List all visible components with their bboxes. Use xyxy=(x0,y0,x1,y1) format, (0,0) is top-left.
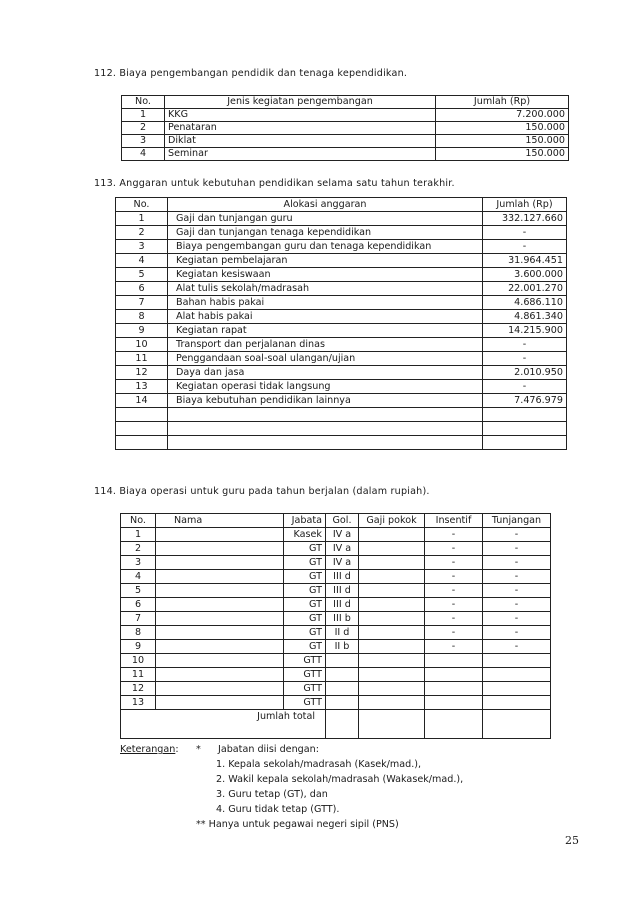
cell-tunjangan xyxy=(483,654,551,668)
cell-alokasi: Kegiatan kesiswaan xyxy=(168,268,483,282)
section-113-heading: 113. Anggaran untuk kebutuhan pendidikan selama satu tahun terakhir. xyxy=(94,178,455,189)
table-row xyxy=(121,584,551,598)
cell-jenis: Seminar xyxy=(165,148,436,161)
notes-item: 3. Guru tetap (GT), dan xyxy=(216,789,328,800)
cell-insentif: - xyxy=(425,640,483,654)
cell-gaji-pokok xyxy=(359,626,425,640)
cell-no: 4 xyxy=(116,254,168,268)
table-row xyxy=(116,338,567,352)
table-row xyxy=(122,122,569,135)
cell-jumlah: 2.010.950 xyxy=(483,366,567,380)
cell-jumlah: 4.861.340 xyxy=(483,310,567,324)
table-row xyxy=(121,528,551,542)
cell-alokasi: Kegiatan rapat xyxy=(168,324,483,338)
cell-alokasi: Alat habis pakai xyxy=(168,310,483,324)
cell-jabatan: GT xyxy=(284,626,326,640)
cell-nama xyxy=(156,626,284,640)
table-header-row xyxy=(121,514,551,528)
table-row xyxy=(116,394,567,408)
cell-gaji-pokok xyxy=(359,528,425,542)
table-112 xyxy=(121,95,569,161)
cell-no: 3 xyxy=(122,135,165,148)
cell-insentif xyxy=(425,696,483,710)
cell-no: 12 xyxy=(121,682,156,696)
table-row xyxy=(116,254,567,268)
cell-gaji-pokok xyxy=(359,612,425,626)
cell-nama xyxy=(156,640,284,654)
cell-no: 3 xyxy=(116,240,168,254)
cell-jabatan: GTT xyxy=(284,668,326,682)
cell-gol xyxy=(326,654,359,668)
table-row xyxy=(121,542,551,556)
table-header-row xyxy=(116,198,567,212)
cell-gol: II b xyxy=(326,640,359,654)
cell-no: 1 xyxy=(121,528,156,542)
cell-no: 13 xyxy=(121,696,156,710)
table-row xyxy=(121,626,551,640)
total-row xyxy=(121,710,551,739)
cell-tunjangan: - xyxy=(483,556,551,570)
cell-no: 14 xyxy=(116,394,168,408)
cell-alokasi: Penggandaan soal-soal ulangan/ujian xyxy=(168,352,483,366)
cell-gol: III b xyxy=(326,612,359,626)
cell-gaji-pokok xyxy=(359,556,425,570)
cell-nama xyxy=(156,584,284,598)
cell-jumlah: - xyxy=(483,226,567,240)
cell-tunjangan: - xyxy=(483,640,551,654)
cell-jabatan: GT xyxy=(284,556,326,570)
cell-gol xyxy=(326,682,359,696)
cell-no: 9 xyxy=(116,324,168,338)
notes-item: 4. Guru tidak tetap (GTT). xyxy=(216,804,340,815)
table-row xyxy=(116,352,567,366)
table-row xyxy=(116,268,567,282)
cell-nama xyxy=(156,682,284,696)
total-label: Jumlah total xyxy=(121,710,326,739)
cell-no: 9 xyxy=(121,640,156,654)
cell-no: 2 xyxy=(121,542,156,556)
cell-gaji-pokok xyxy=(359,598,425,612)
cell-alokasi: Biaya pengembangan guru dan tenaga kependidikan xyxy=(168,240,483,254)
col-header-gaji-pokok: Gaji pokok xyxy=(359,514,425,528)
cell-gaji-pokok xyxy=(359,640,425,654)
cell-no: 10 xyxy=(121,654,156,668)
cell-gaji-pokok xyxy=(359,668,425,682)
cell-insentif: - xyxy=(425,612,483,626)
cell-no: 4 xyxy=(121,570,156,584)
table-row xyxy=(121,612,551,626)
cell-gaji-pokok xyxy=(359,584,425,598)
cell-insentif: - xyxy=(425,542,483,556)
cell-alokasi: Kegiatan pembelajaran xyxy=(168,254,483,268)
cell-alokasi: Transport dan perjalanan dinas xyxy=(168,338,483,352)
notes-item: 1. Kepala sekolah/madrasah (Kasek/mad.), xyxy=(216,759,422,770)
section-114-heading: 114. Biaya operasi untuk guru pada tahun berjalan (dalam rupiah). xyxy=(94,486,430,497)
cell-insentif: - xyxy=(425,528,483,542)
col-header-no: No. xyxy=(121,514,156,528)
table-row xyxy=(116,212,567,226)
col-header-insentif: Insentif xyxy=(425,514,483,528)
cell-no: 11 xyxy=(121,668,156,682)
cell-alokasi xyxy=(168,408,483,422)
cell-total-gol xyxy=(326,710,359,739)
cell-insentif: - xyxy=(425,598,483,612)
cell-no xyxy=(116,408,168,422)
cell-alokasi: Kegiatan operasi tidak langsung xyxy=(168,380,483,394)
cell-jumlah xyxy=(483,436,567,450)
col-header-alokasi: Alokasi anggaran xyxy=(168,198,483,212)
table-row xyxy=(122,135,569,148)
table-row xyxy=(122,109,569,122)
cell-gol: IV a xyxy=(326,528,359,542)
cell-jumlah xyxy=(483,422,567,436)
table-row xyxy=(121,640,551,654)
cell-jumlah: 7.476.979 xyxy=(483,394,567,408)
cell-jabatan: GTT xyxy=(284,654,326,668)
cell-jabatan: GT xyxy=(284,542,326,556)
cell-no: 5 xyxy=(116,268,168,282)
cell-insentif: - xyxy=(425,584,483,598)
table-row xyxy=(116,226,567,240)
cell-jumlah: - xyxy=(483,380,567,394)
cell-tunjangan: - xyxy=(483,570,551,584)
cell-no: 12 xyxy=(116,366,168,380)
cell-insentif xyxy=(425,682,483,696)
cell-jumlah: 150.000 xyxy=(436,122,569,135)
cell-jumlah: - xyxy=(483,338,567,352)
cell-gol: III d xyxy=(326,598,359,612)
col-header-no: No. xyxy=(116,198,168,212)
cell-gaji-pokok xyxy=(359,542,425,556)
cell-gaji-pokok xyxy=(359,682,425,696)
cell-tunjangan: - xyxy=(483,612,551,626)
cell-jumlah: 14.215.900 xyxy=(483,324,567,338)
cell-alokasi: Daya dan jasa xyxy=(168,366,483,380)
col-header-gol: Gol. xyxy=(326,514,359,528)
cell-jabatan: GTT xyxy=(284,696,326,710)
table-row xyxy=(116,422,567,436)
cell-tunjangan xyxy=(483,668,551,682)
cell-tunjangan: - xyxy=(483,626,551,640)
cell-nama xyxy=(156,654,284,668)
cell-jumlah: 3.600.000 xyxy=(483,268,567,282)
cell-tunjangan: - xyxy=(483,542,551,556)
cell-insentif xyxy=(425,668,483,682)
cell-no: 7 xyxy=(121,612,156,626)
cell-insentif: - xyxy=(425,626,483,640)
cell-jumlah: 7.200.000 xyxy=(436,109,569,122)
cell-gol: III d xyxy=(326,584,359,598)
cell-no: 10 xyxy=(116,338,168,352)
cell-jumlah: - xyxy=(483,240,567,254)
table-row xyxy=(116,436,567,450)
cell-jabatan: GT xyxy=(284,570,326,584)
cell-no: 7 xyxy=(116,296,168,310)
table-row xyxy=(122,148,569,161)
cell-gaji-pokok xyxy=(359,570,425,584)
cell-gol: IV a xyxy=(326,542,359,556)
cell-jabatan: GTT xyxy=(284,682,326,696)
cell-no: 1 xyxy=(116,212,168,226)
cell-no: 2 xyxy=(116,226,168,240)
cell-no: 3 xyxy=(121,556,156,570)
cell-jabatan: GT xyxy=(284,598,326,612)
cell-no: 13 xyxy=(116,380,168,394)
notes-block xyxy=(120,742,463,832)
cell-gaji-pokok xyxy=(359,654,425,668)
cell-no xyxy=(116,436,168,450)
cell-jabatan: GT xyxy=(284,640,326,654)
cell-jumlah: 332.127.660 xyxy=(483,212,567,226)
table-header-row xyxy=(122,96,569,109)
cell-jumlah: - xyxy=(483,352,567,366)
cell-jenis: Diklat xyxy=(165,135,436,148)
cell-alokasi: Biaya kebutuhan pendidikan lainnya xyxy=(168,394,483,408)
cell-jumlah: 150.000 xyxy=(436,135,569,148)
cell-nama xyxy=(156,598,284,612)
table-row xyxy=(116,310,567,324)
cell-gol xyxy=(326,696,359,710)
cell-nama xyxy=(156,570,284,584)
cell-jumlah: 22.001.270 xyxy=(483,282,567,296)
cell-nama xyxy=(156,668,284,682)
notes-colon: : xyxy=(175,744,179,755)
col-header-jumlah: Jumlah (Rp) xyxy=(483,198,567,212)
page-number: 25 xyxy=(565,834,579,847)
cell-jabatan: Kasek xyxy=(284,528,326,542)
notes-intro: Jabatan diisi dengan: xyxy=(218,744,319,755)
cell-tunjangan xyxy=(483,682,551,696)
cell-alokasi: Gaji dan tunjangan tenaga kependidikan xyxy=(168,226,483,240)
cell-jumlah: 31.964.451 xyxy=(483,254,567,268)
cell-gaji-pokok xyxy=(359,696,425,710)
table-114 xyxy=(120,513,551,739)
col-header-no: No. xyxy=(122,96,165,109)
cell-no: 2 xyxy=(122,122,165,135)
cell-gol xyxy=(326,668,359,682)
cell-jumlah xyxy=(483,408,567,422)
cell-jabatan: GT xyxy=(284,612,326,626)
cell-jenis: KKG xyxy=(165,109,436,122)
notes-item: 2. Wakil kepala sekolah/madrasah (Wakasek/mad.), xyxy=(216,774,464,785)
cell-no: 6 xyxy=(121,598,156,612)
col-header-jenis: Jenis kegiatan pengembangan xyxy=(165,96,436,109)
notes-double-star: ** xyxy=(196,819,206,830)
cell-no: 5 xyxy=(121,584,156,598)
table-row xyxy=(116,408,567,422)
cell-gol: III d xyxy=(326,570,359,584)
cell-no: 6 xyxy=(116,282,168,296)
cell-no xyxy=(116,422,168,436)
cell-tunjangan: - xyxy=(483,584,551,598)
col-header-nama: Nama xyxy=(156,514,284,528)
table-row xyxy=(116,282,567,296)
cell-nama xyxy=(156,612,284,626)
table-row xyxy=(116,324,567,338)
cell-alokasi: Alat tulis sekolah/madrasah xyxy=(168,282,483,296)
col-header-jumlah: Jumlah (Rp) xyxy=(436,96,569,109)
table-row xyxy=(121,682,551,696)
table-row xyxy=(121,556,551,570)
table-row xyxy=(116,380,567,394)
cell-nama xyxy=(156,528,284,542)
cell-gol: II d xyxy=(326,626,359,640)
section-112-heading: 112. Biaya pengembangan pendidik dan tenaga kependidikan. xyxy=(94,68,408,79)
cell-no: 8 xyxy=(121,626,156,640)
cell-no: 8 xyxy=(116,310,168,324)
cell-total-insentif xyxy=(425,710,483,739)
table-row xyxy=(121,654,551,668)
cell-jumlah: 150.000 xyxy=(436,148,569,161)
cell-jumlah: 4.686.110 xyxy=(483,296,567,310)
table-row xyxy=(116,366,567,380)
cell-insentif: - xyxy=(425,570,483,584)
table-row xyxy=(121,668,551,682)
cell-no: 4 xyxy=(122,148,165,161)
table-row xyxy=(116,240,567,254)
table-row xyxy=(121,696,551,710)
cell-no: 11 xyxy=(116,352,168,366)
cell-insentif: - xyxy=(425,556,483,570)
cell-gol: IV a xyxy=(326,556,359,570)
notes-star: * xyxy=(196,744,201,755)
cell-alokasi: Gaji dan tunjangan guru xyxy=(168,212,483,226)
cell-nama xyxy=(156,542,284,556)
cell-jenis: Penataran xyxy=(165,122,436,135)
notes-label: Keterangan xyxy=(120,744,176,755)
cell-tunjangan xyxy=(483,696,551,710)
cell-total-tunjangan xyxy=(483,710,551,739)
cell-nama xyxy=(156,556,284,570)
table-row xyxy=(116,296,567,310)
cell-nama xyxy=(156,696,284,710)
table-row xyxy=(121,598,551,612)
table-113 xyxy=(115,197,567,450)
cell-alokasi xyxy=(168,436,483,450)
cell-insentif xyxy=(425,654,483,668)
cell-jabatan: GT xyxy=(284,584,326,598)
col-header-tunjangan: Tunjangan xyxy=(483,514,551,528)
notes-pns: Hanya untuk pegawai negeri sipil (PNS) xyxy=(208,819,399,830)
cell-total-gaji-pokok xyxy=(359,710,425,739)
cell-tunjangan: - xyxy=(483,598,551,612)
col-header-jabatan: Jabata xyxy=(284,514,326,528)
cell-alokasi: Bahan habis pakai xyxy=(168,296,483,310)
table-row xyxy=(121,570,551,584)
cell-tunjangan: - xyxy=(483,528,551,542)
cell-alokasi xyxy=(168,422,483,436)
cell-no: 1 xyxy=(122,109,165,122)
